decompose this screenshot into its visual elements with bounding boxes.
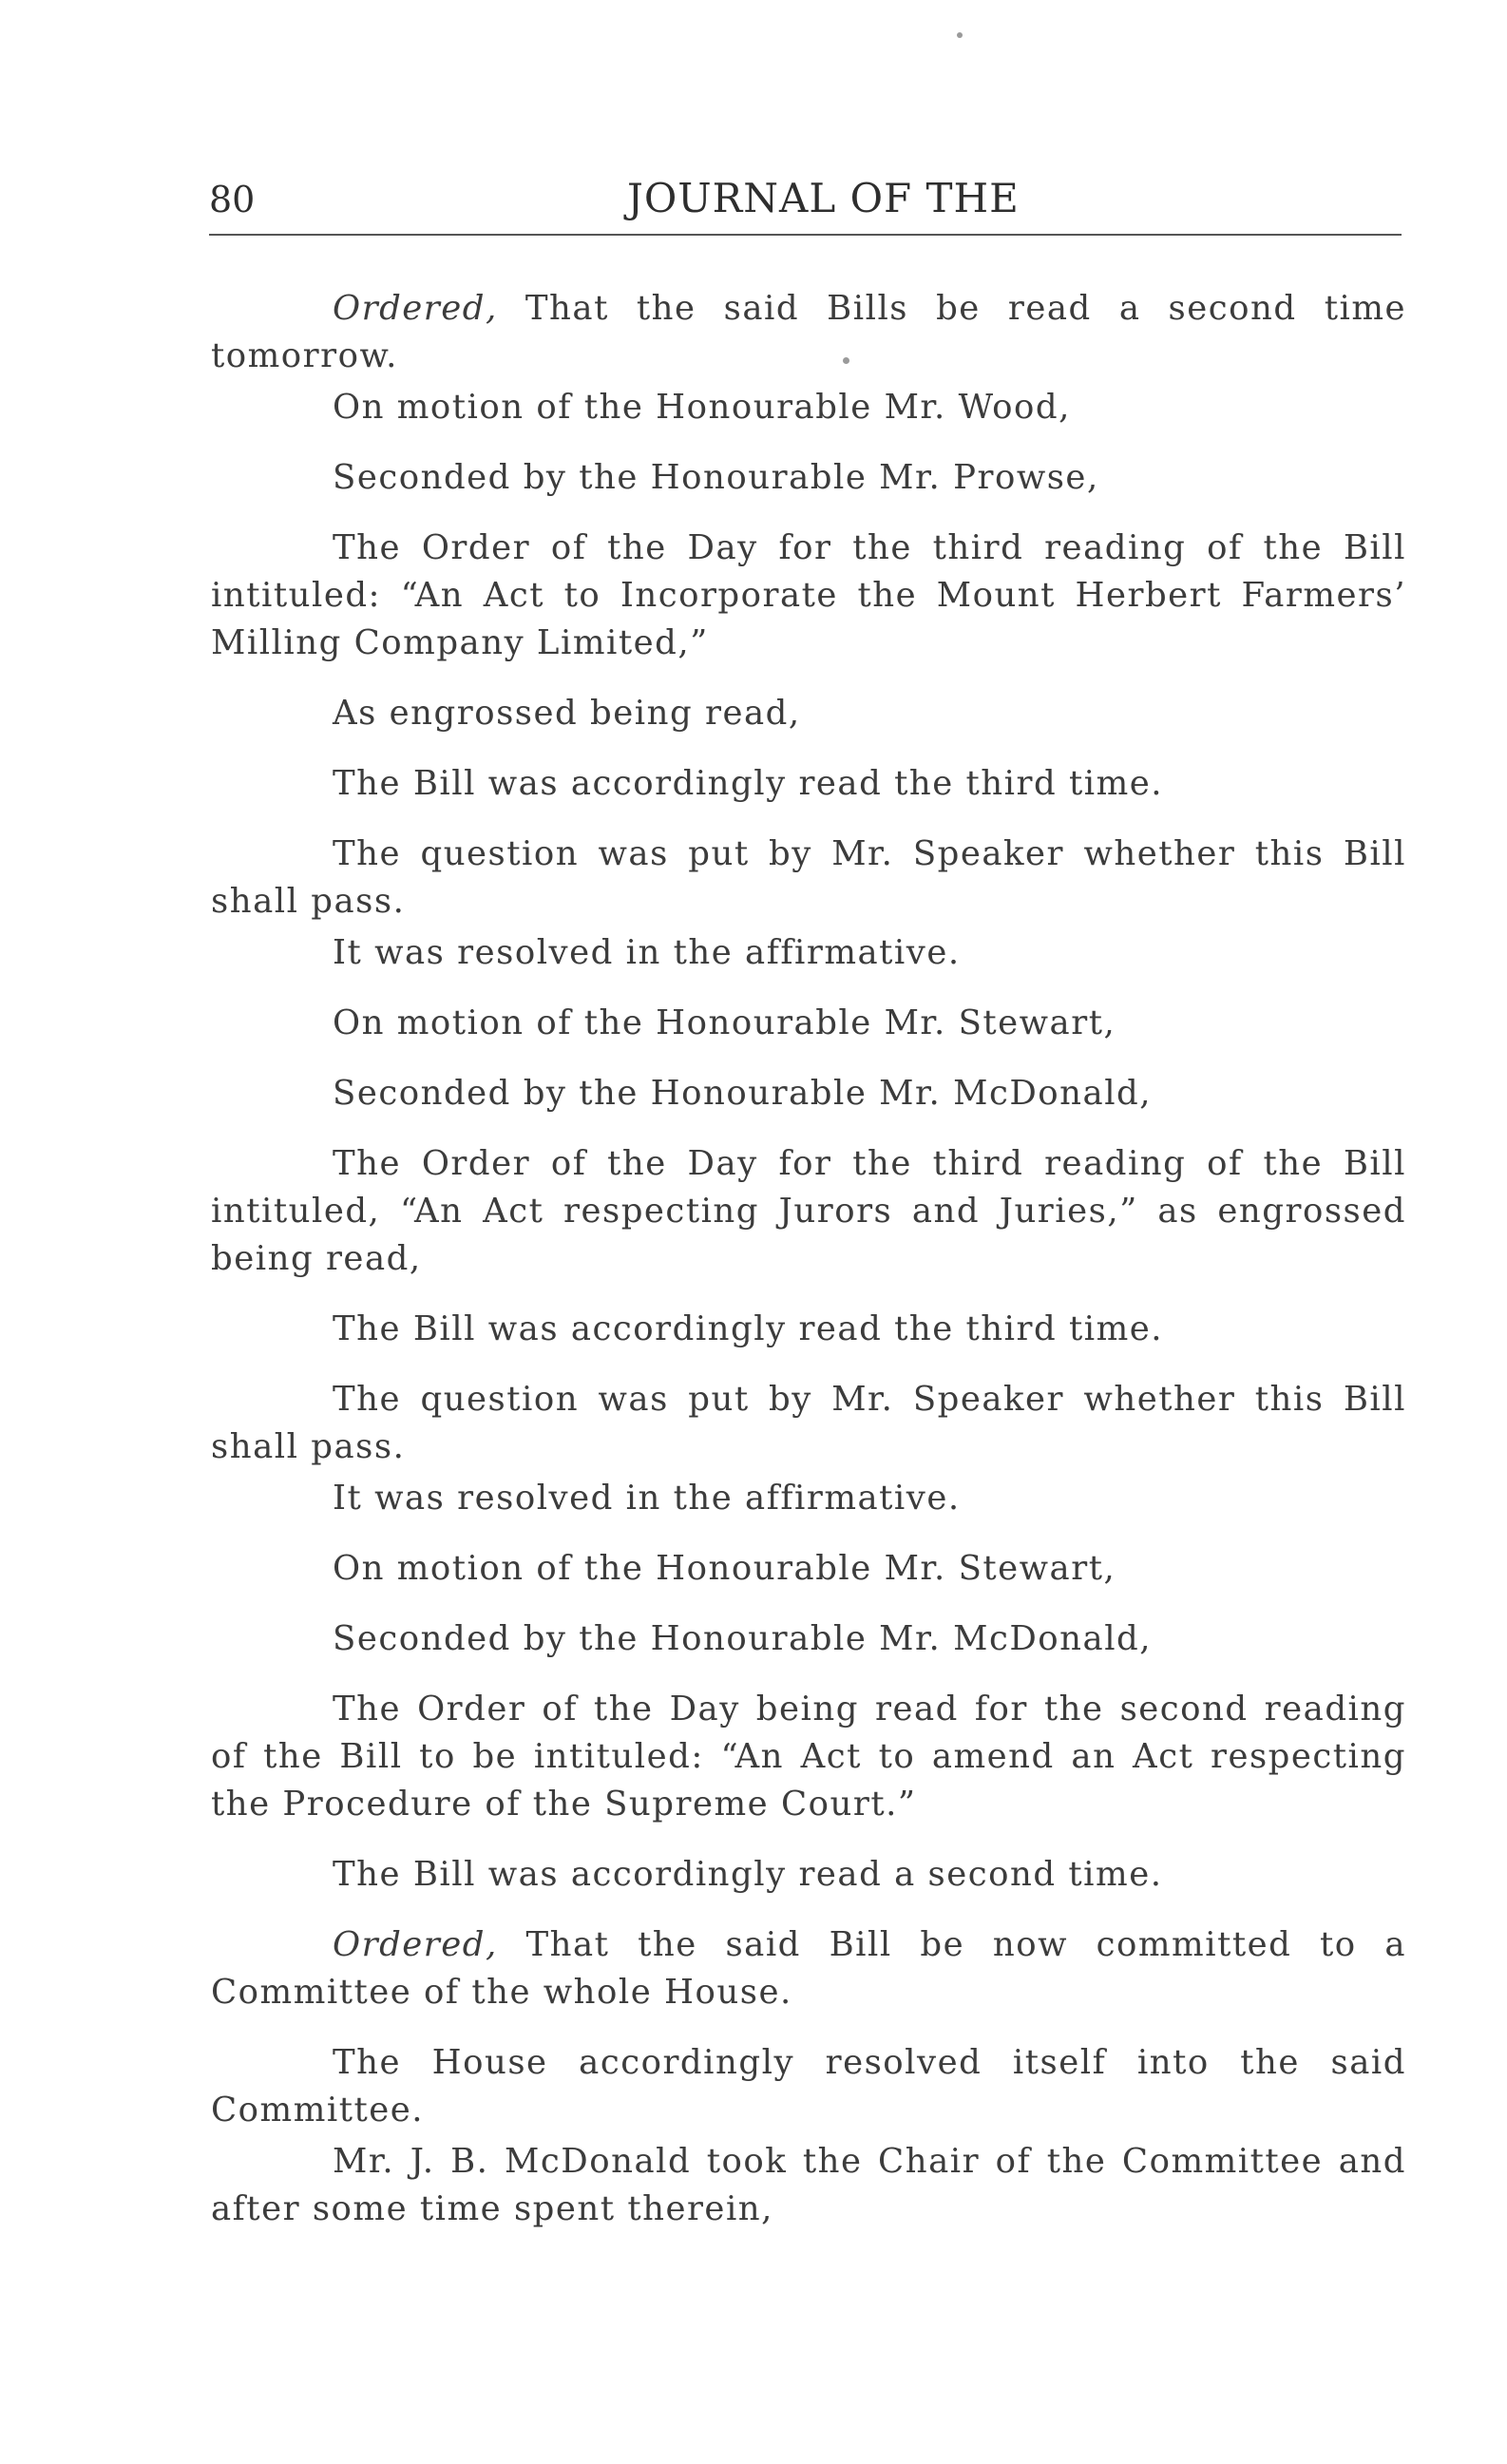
paragraph-seconded-mcdonald bbox=[211, 1615, 1406, 1663]
paragraph-order-jurors bbox=[211, 1140, 1406, 1283]
paragraph-text: On motion of the Honourable Mr. Stewart, bbox=[333, 1549, 1116, 1588]
page-number: 80 bbox=[209, 179, 256, 220]
paragraph-house-resolved bbox=[211, 2039, 1406, 2134]
paragraph-seconded-mcdonald bbox=[211, 1070, 1406, 1117]
paragraph-engrossed bbox=[211, 690, 1406, 737]
paragraph-text: Seconded by the Honourable Mr. McDonald, bbox=[333, 1619, 1153, 1658]
paragraph-seconded-prowse bbox=[211, 454, 1406, 502]
paragraph-question bbox=[211, 831, 1406, 926]
paragraph-text: It was resolved in the affirmative. bbox=[333, 933, 961, 972]
paragraph-motion-stewart bbox=[211, 1000, 1406, 1047]
paragraph-text: The question was put by Mr. Speaker whether this Bill shall pass. bbox=[211, 834, 1406, 921]
paragraph-read-third bbox=[211, 760, 1406, 808]
paragraph-text: The House accordingly resolved itself into the said Committee. bbox=[211, 2043, 1406, 2130]
paragraph-resolved bbox=[211, 929, 1406, 977]
running-title: JOURNAL OF THE bbox=[627, 175, 1020, 221]
paper-speck bbox=[843, 357, 849, 364]
paragraph-read-second bbox=[211, 1851, 1406, 1899]
page-header bbox=[209, 162, 1402, 228]
paragraph-text: The Order of the Day being read for the second reading of the Bill to be intituled: “An Act to amend an Act respecting the Procedure of the Supreme Court.” bbox=[211, 1690, 1406, 1824]
paragraph-text: As engrossed being read, bbox=[333, 694, 801, 733]
journal-body bbox=[211, 285, 1406, 2233]
paragraph-motion-wood bbox=[211, 384, 1406, 431]
paragraph-text: The Bill was accordingly read the third time. bbox=[333, 764, 1164, 803]
paragraph-text: The Order of the Day for the third reading of the Bill intituled: “An Act to Incorporate the Mount Herbert Farmers’ Milling Company Limited,” bbox=[211, 528, 1406, 662]
paragraph-order-mount-herbert bbox=[211, 525, 1406, 667]
paragraph-text: The Bill was accordingly read the third time. bbox=[333, 1309, 1164, 1348]
paper-speck bbox=[957, 32, 963, 38]
paragraph-resolved bbox=[211, 1475, 1406, 1522]
paragraph-text: That the said Bill be now committed to a Committee of the whole House. bbox=[211, 1925, 1406, 2012]
paragraph-text: Mr. J. B. McDonald took the Chair of the Committee and after some time spent therein, bbox=[211, 2142, 1406, 2228]
paragraph-text: That the said Bills be read a second time tomorrow. bbox=[211, 289, 1406, 375]
paragraph-text: The Order of the Day for the third reading of the Bill intituled, “An Act respecting Jurors and Juries,” as engrossed being read, bbox=[211, 1144, 1406, 1278]
paragraph-text: The question was put by Mr. Speaker whether this Bill shall pass. bbox=[211, 1380, 1406, 1466]
paragraph-ordered-committee bbox=[211, 1921, 1406, 2016]
paragraph-text: Seconded by the Honourable Mr. McDonald, bbox=[333, 1074, 1153, 1113]
paragraph-text: Seconded by the Honourable Mr. Prowse, bbox=[333, 458, 1099, 497]
paragraph-text: On motion of the Honourable Mr. Stewart, bbox=[333, 1003, 1116, 1042]
paragraph-read-third bbox=[211, 1306, 1406, 1353]
paragraph-order-supreme-court bbox=[211, 1686, 1406, 1828]
paragraph-text: The Bill was accordingly read a second time. bbox=[333, 1855, 1163, 1894]
paragraph-motion-stewart bbox=[211, 1545, 1406, 1593]
paragraph-ordered-bills bbox=[211, 285, 1406, 380]
header-rule bbox=[209, 234, 1402, 236]
paragraph-chair bbox=[211, 2138, 1406, 2233]
paragraph-text: On motion of the Honourable Mr. Wood, bbox=[333, 388, 1071, 427]
paragraph-question bbox=[211, 1376, 1406, 1471]
ordered-label: Ordered, bbox=[333, 289, 498, 328]
ordered-label: Ordered, bbox=[333, 1925, 498, 1964]
paragraph-text: It was resolved in the affirmative. bbox=[333, 1479, 961, 1518]
